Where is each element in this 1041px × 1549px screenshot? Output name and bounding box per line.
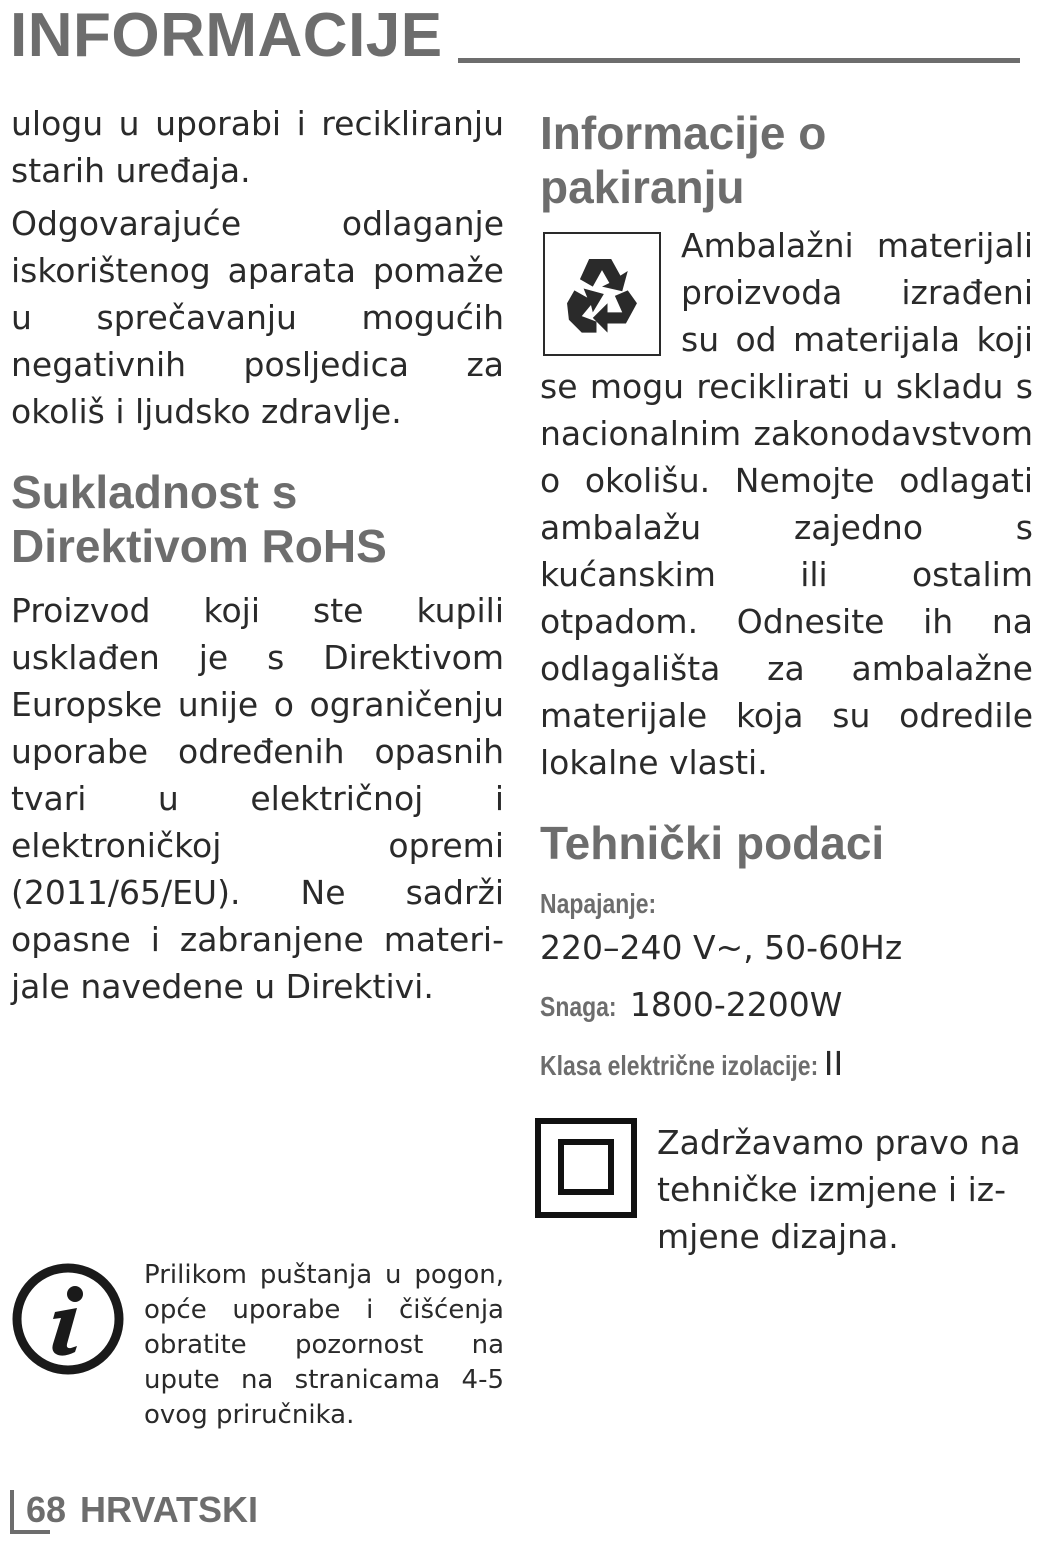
double-insulation-icon — [535, 1118, 637, 1218]
insulation-value: II — [823, 1044, 844, 1083]
recycle-icon — [543, 232, 661, 356]
insulation-label: Klasa električne izolacije: — [540, 1050, 819, 1081]
intro-paragraph: ulogu u uporabi i recikliranju starih uređaja. — [11, 104, 504, 190]
footer-language: HRVATSKI — [80, 1489, 259, 1530]
info-icon — [11, 1262, 125, 1376]
rohs-title-line1: Sukladnost s — [11, 466, 298, 518]
page-number: 68 — [26, 1489, 67, 1530]
power-supply-label: Napajanje: — [540, 888, 657, 919]
power-label: Snaga: — [540, 991, 617, 1022]
right-column — [540, 100, 1033, 1089]
tech-title: Tehnički podaci — [540, 817, 885, 869]
rohs-title-line2: Direktivom RoHS — [11, 520, 387, 572]
disposal-paragraph: Odgovarajuće odlaganje iskorištenog aparata pomaže u sprečavanju mogućih negativnih posljedica za okoliš i ljudsko zdravlje. — [11, 204, 504, 431]
rohs-paragraph: Proizvod koji ste kupili usklađen je s Direktivom Europske unije o ograničenju uporabe određenih opasnih tvari u električnoj i elektroničkoj opremi (2011/65/EU). Ne sadrži opasne i zabranjene materijale navedene u Direktivi. — [11, 591, 504, 1006]
rights-note: Zadržavamo pravo na tehničke izmjene i izmjene dizajna. — [657, 1123, 1021, 1256]
power-supply-value: 220–240 V~, 50-60Hz — [540, 928, 903, 967]
rohs-title — [11, 465, 504, 573]
info-note: Prilikom puštanja u pogon, opće uporabe i čišćenja obratite pozornost na upute na stranicama 4-5 ovog priručnika. — [144, 1260, 504, 1430]
insulation-row — [540, 1040, 1033, 1089]
power-value: 1800-2200W — [629, 985, 843, 1024]
packaging-title-line2: pakiranju — [540, 161, 745, 213]
footer-text — [26, 1488, 258, 1532]
left-column — [11, 100, 504, 1010]
packaging-paragraph: Ambalažni materijali proizvoda izrađeni su od materijala koji se mogu reciklirati u skladu s nacionalnim zakonodavstvom o okolišu. Nemojte odlagati ambalažu zajedno s kućanskim ili ostalim otpadom. Odnesite ih na odlagališta za ambalažne materijale koja su odredile lokalne vlasti. — [540, 226, 1033, 782]
header-title: INFORMACIJE — [10, 1, 443, 70]
page-footer — [10, 1490, 410, 1538]
page-header — [10, 0, 1020, 80]
packaging-title — [540, 106, 1033, 214]
header-rule — [458, 58, 1020, 63]
power-row — [540, 981, 1033, 1030]
packaging-title-line1: Informacije o — [540, 107, 827, 159]
